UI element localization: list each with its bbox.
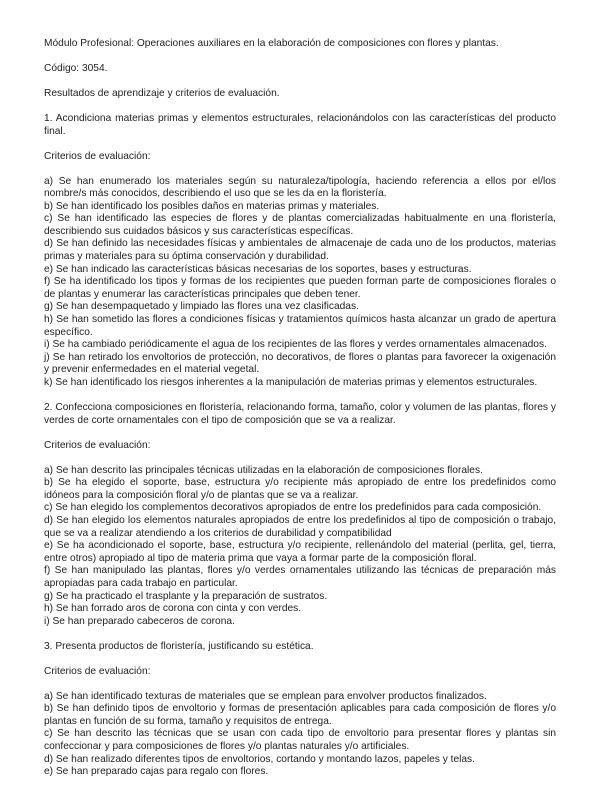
criteria-list	[44, 691, 556, 779]
section-title: 1. Acondiciona materias primas y elementos estructurales, relacionándolos con las características del producto final.	[44, 112, 556, 137]
criteria-label: Criterios de evaluación:	[44, 665, 151, 677]
criteria-list	[44, 465, 556, 629]
criterion: k) Se han identificado los riesgos inherentes a la manipulación de materias primas y elementos estructurales.	[44, 377, 538, 389]
section-1	[44, 113, 556, 390]
criteria-list	[44, 176, 556, 390]
section-2	[44, 402, 556, 628]
section-3	[44, 641, 556, 779]
criterion: c) Se han identificado las especies de flores y de plantas comercializadas habitualmente en una floristería, describiendo sus cuidados básicos y sus características específicas.	[44, 213, 556, 237]
criterion: a) Se han enumerado los materiales según su naturaleza/tipología, haciendo referencia a ellos por el/los nombre/s más conocidos, describiendo el uso que se les da en la floristería.	[44, 175, 556, 200]
criterion: e) Se ha acondicionado el soporte, base, estructura y/o recipiente, rellenándolo del material (perlita, gel, tierra, entre otros) apropiado al tipo de materia prima que vaya a formar parte de la composición floral.	[44, 540, 556, 564]
module-code: Código: 3054.	[44, 62, 108, 74]
criterion: c) Se han descrito las técnicas que se usan con cada tipo de envoltorio para presentar flores y plantas sin confeccionar y para composiciones de flores y/o plantas naturales y/o artificiales.	[44, 728, 556, 753]
criterion: h) Se han forrado aros de corona con cinta y con verdes.	[44, 603, 302, 615]
criterion: b) Se han identificado los posibles daños en materias primas y materiales.	[44, 200, 380, 212]
module-title: Módulo Profesional: Operaciones auxiliares en la elaboración de composiciones con flores y plantas.	[44, 38, 499, 49]
criterion: e) Se han indicado las características básicas necesarias de los soportes, bases y estructuras.	[44, 263, 472, 275]
criterion: b) Se ha elegido el soporte, base, estructura y/o recipiente más apropiado de entre los predefinidos como idóneos para la composición floral y/o de plantas que se va a realizar.	[44, 477, 556, 501]
criteria-label: Criterios de evaluación:	[44, 150, 151, 162]
criterion: d) Se han definido las necesidades físicas y ambientales de almacenaje de cada uno de los productos, materias primas y materiales para su óptima conservación y durabilidad.	[44, 238, 556, 263]
criterion: g) Se ha practicado el trasplante y la preparación de sustratos.	[44, 590, 328, 602]
criterion: i) Se ha cambiado periódicamente el agua de los recipientes de las flores y verdes ornamentales almacenados.	[44, 339, 547, 351]
criterion: a) Se han descrito las principales técnicas utilizadas en la elaboración de composiciones florales.	[44, 464, 483, 476]
criterion: b) Se han definido tipos de envoltorio y formas de presentación aplicables para cada composición de flores y/o plantas en función de su forma, tamaño y requisitos de entrega.	[44, 703, 556, 727]
criterion: f) Se han manipulado las plantas, flores y/o verdes ornamentales utilizando las técnicas de preparación más apropiadas para cada trabajo en particular.	[44, 565, 556, 589]
criterion: a) Se han identificado texturas de materiales que se emplean para envolver productos finalizados.	[44, 690, 487, 702]
criterion: h) Se han sometido las flores a condiciones físicas y tratamientos químicos hasta alcanzar un grado de apertura específico.	[44, 314, 556, 338]
section-title: 2. Confecciona composiciones en floristería, relacionando forma, tamaño, color y volumen de las plantas, flores y verdes de corte ornamentales con el tipo de composición que se va a realizar.	[44, 402, 556, 426]
criteria-label: Criterios de evaluación:	[44, 439, 151, 451]
criterion: c) Se han elegido los complementos decorativos apropiados de entre los predefinidos para cada composición.	[44, 502, 542, 514]
criterion: f) Se ha identificado los tipos y formas de los recipientes que pueden forman parte de composiciones florales o de plantas y enumerar las características principales que deben tener.	[44, 276, 556, 300]
criterion: g) Se han desempaquetado y limpiado las flores una vez clasificadas.	[44, 301, 359, 313]
criterion: j) Se han retirado los envoltorios de protección, no decorativos, de flores o plantas para favorecer la oxigenación y prevenir enfermedades en el material vegetal.	[44, 351, 556, 376]
results-title: Resultados de aprendizaje y criterios de evaluación.	[44, 87, 280, 99]
criterion: d) Se han realizado diferentes tipos de envoltorios, cortando y montando lazos, papeles y telas.	[44, 753, 475, 765]
criterion: d) Se han elegido los elementos naturales apropiados de entre los predefinidos al tipo de composición o trabajo, que se va a realizar atendiendo a los criterios de durabilidad y compatibilidad	[44, 514, 556, 539]
section-title: 3. Presenta productos de floristería, justificando su estética.	[44, 640, 314, 652]
criterion: e) Se han preparado cajas para regalo con flores.	[44, 766, 269, 778]
criterion: i) Se han preparado cabeceros de corona.	[44, 615, 235, 627]
